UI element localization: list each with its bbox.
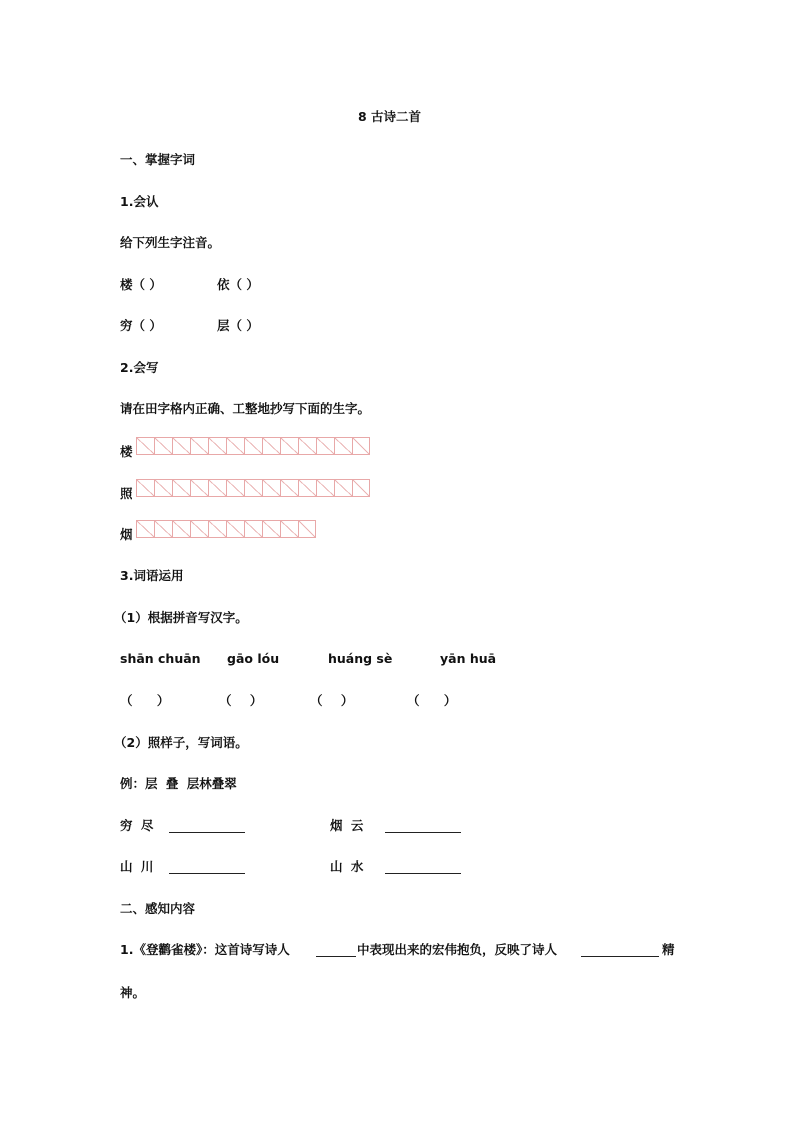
grid-cell[interactable]	[136, 520, 154, 538]
grid-cell[interactable]	[190, 479, 208, 497]
grid-cell[interactable]	[334, 437, 352, 455]
question-text: 神。	[120, 985, 146, 1000]
grid-cell[interactable]	[316, 479, 334, 497]
grid-cell[interactable]	[154, 437, 172, 455]
grid-cell[interactable]	[298, 520, 316, 538]
pinyin-word: yān huā	[440, 651, 497, 666]
answer-blank[interactable]	[581, 942, 659, 957]
word-pair: 山 水	[330, 859, 364, 874]
grid-cell[interactable]	[226, 437, 244, 455]
grid-char-yan: 烟	[120, 527, 133, 542]
question-label-2: （2）照样子，写词语。	[114, 735, 248, 750]
grid-cell[interactable]	[262, 520, 280, 538]
grid-cell[interactable]	[244, 520, 262, 538]
part-heading-usage: 3.词语运用	[120, 568, 184, 583]
part-heading-write: 2.会写	[120, 360, 159, 375]
grid-cell[interactable]	[262, 479, 280, 497]
grid-cell[interactable]	[280, 520, 298, 538]
grid-cell[interactable]	[190, 520, 208, 538]
grid-cell[interactable]	[298, 479, 316, 497]
writing-grid-row[interactable]	[136, 479, 370, 497]
instruction-copy: 请在田字格内正确、工整地抄写下面的生字。	[120, 401, 371, 416]
page-title: 8 古诗二首	[358, 109, 422, 124]
grid-char-zhao: 照	[120, 486, 133, 501]
writing-grid-row[interactable]	[136, 437, 370, 455]
pinyin-item: 穷（ ）	[120, 318, 162, 333]
grid-cell[interactable]	[280, 437, 298, 455]
section-heading-2: 二、感知内容	[120, 901, 196, 916]
grid-cell[interactable]	[154, 479, 172, 497]
grid-cell[interactable]	[352, 437, 370, 455]
writing-grid-row[interactable]	[136, 520, 316, 538]
word-pair: 山 川	[120, 859, 154, 874]
answer-bracket[interactable]: （ ）	[120, 693, 170, 708]
grid-cell[interactable]	[226, 520, 244, 538]
answer-blank[interactable]	[169, 818, 245, 833]
grid-cell[interactable]	[244, 437, 262, 455]
answer-blank[interactable]	[169, 859, 245, 874]
grid-cell[interactable]	[172, 437, 190, 455]
pinyin-word: huáng sè	[328, 651, 393, 666]
question-label-1: （1）根据拼音写汉字。	[114, 610, 248, 625]
grid-cell[interactable]	[298, 437, 316, 455]
grid-cell[interactable]	[208, 520, 226, 538]
grid-cell[interactable]	[334, 479, 352, 497]
grid-cell[interactable]	[316, 437, 334, 455]
grid-cell[interactable]	[226, 479, 244, 497]
grid-cell[interactable]	[208, 479, 226, 497]
question-text: 1.《登鹳雀楼》：这首诗写诗人	[120, 942, 290, 957]
answer-blank[interactable]	[385, 818, 461, 833]
pinyin-item: 层（ ）	[217, 318, 259, 333]
grid-cell[interactable]	[172, 520, 190, 538]
answer-blank[interactable]	[385, 859, 461, 874]
grid-cell[interactable]	[172, 479, 190, 497]
pinyin-item: 楼（ ）	[120, 277, 162, 292]
answer-bracket[interactable]: （ ）	[310, 693, 354, 708]
grid-cell[interactable]	[244, 479, 262, 497]
grid-cell[interactable]	[136, 479, 154, 497]
part-heading-recognize: 1.会认	[120, 194, 159, 209]
grid-cell[interactable]	[280, 479, 298, 497]
question-text: 精	[662, 942, 675, 957]
grid-cell[interactable]	[262, 437, 280, 455]
word-pair: 穷 尽	[120, 818, 154, 833]
question-text: 中表现出来的宏伟抱负，反映了诗人	[357, 942, 558, 957]
answer-bracket[interactable]: （ ）	[219, 693, 263, 708]
answer-bracket[interactable]: （ ）	[407, 693, 457, 708]
instruction-pinyin: 给下列生字注音。	[120, 235, 221, 250]
grid-cell[interactable]	[154, 520, 172, 538]
example-line: 例：层 叠 层林叠翠	[120, 776, 237, 791]
pinyin-item: 依（ ）	[217, 277, 259, 292]
grid-cell[interactable]	[208, 437, 226, 455]
grid-cell[interactable]	[352, 479, 370, 497]
pinyin-word: gāo lóu	[227, 651, 280, 666]
grid-cell[interactable]	[190, 437, 208, 455]
pinyin-word: shān chuān	[120, 651, 201, 666]
answer-blank[interactable]	[316, 942, 356, 957]
section-heading-1: 一、掌握字词	[120, 152, 196, 167]
word-pair: 烟 云	[330, 818, 364, 833]
grid-cell[interactable]	[136, 437, 154, 455]
grid-char-lou: 楼	[120, 444, 133, 459]
